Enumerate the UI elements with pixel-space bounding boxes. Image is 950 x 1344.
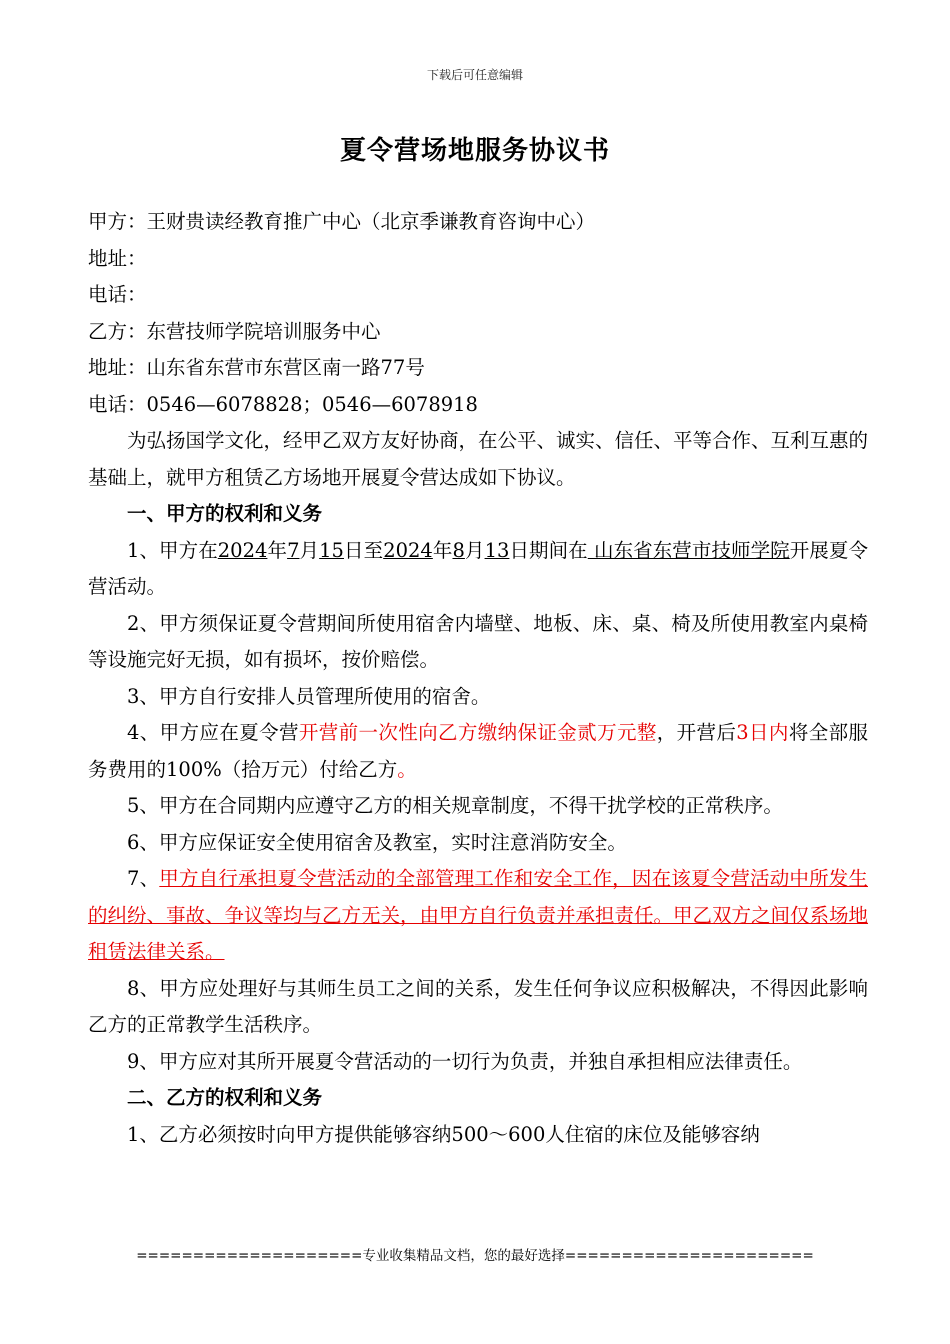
section1-item6: 6、甲方应保证安全使用宿舍及教室，实时注意消防安全。 <box>127 830 627 854</box>
party-b-name: 乙方：东营技师学院培训服务中心 <box>88 319 381 343</box>
item4-days-highlight: 3日内 <box>736 721 789 744</box>
item1-end-day: 13 <box>484 538 510 562</box>
section1-item3: 3、甲方自行安排人员管理所使用的宿舍。 <box>127 684 491 708</box>
item4-deposit-highlight: 开营前一次性向乙方缴纳保证金贰万元整 <box>298 721 657 744</box>
item1-start-year: 2024 <box>217 538 268 562</box>
section1-item8: 8、甲方应处理好与其师生员工之间的关系，发生任何争议应积极解决，不得因此影响乙方的正常教学生活秩序。 <box>88 976 868 1036</box>
section1-item9: 9、甲方应对其所开展夏令营活动的一切行为负责，并独自承担相应法律责任。 <box>127 1049 803 1073</box>
page-header: 下载后可任意编辑 <box>426 68 523 82</box>
party-a-phone: 电话： <box>88 283 147 306</box>
item1-text-8: 开展夏令营活动。 <box>88 538 868 598</box>
item1-text-4: 日至 <box>343 538 384 562</box>
party-a-name: 甲方：王财贵读经教育推广中心（北京季谦教育咨询中心） <box>88 210 596 233</box>
item7-liability-highlight: 甲方自行承担夏令营活动的全部管理工作和安全工作，因在该夏令营活动中所发生的纠纷、事故、争议等均与乙方无关，由甲方自行负责并承担责任。甲乙双方之间仅系场地租赁法律关系。 <box>88 867 869 963</box>
item1-text-7: 日期间在 <box>509 538 588 562</box>
document-body <box>88 204 868 1153</box>
item1-start-month: 7 <box>287 538 300 562</box>
item1-text-3: 月 <box>299 538 320 562</box>
document-title: 夏令营场地服务协议书 <box>339 136 610 166</box>
section1-item2: 2、甲方须保证夏令营期间所使用宿舍内墙壁、地板、床、桌、椅及所使用教室内桌椅等设施完好无损，如有损坏，按价赔偿。 <box>88 611 868 671</box>
item4-text-3: 将全部服务费用的100%（拾万元）付给乙方 <box>88 721 868 781</box>
party-a-address: 地址： <box>88 246 147 270</box>
item1-text-6: 月 <box>464 538 485 562</box>
section1-item1 <box>88 533 868 606</box>
party-b-phone: 电话：0546—6078828；0546—6078918 <box>88 392 478 416</box>
section1-item5: 5、甲方在合同期内应遵守乙方的相关规章制度，不得干扰学校的正常秩序。 <box>127 794 783 817</box>
section1-heading: 一、甲方的权利和义务 <box>127 502 323 525</box>
item1-text-2: 年 <box>267 538 288 562</box>
item4-text-1: 4、甲方应在夏令营 <box>127 721 299 744</box>
item4-period-highlight: 。 <box>397 757 417 781</box>
page-footer: ====================专业收集精品文档，您的最好选择====================== <box>136 1248 814 1264</box>
intro-paragraph: 为弘扬国学文化，经甲乙双方友好协商，在公平、诚实、信任、平等合作、互利互惠的基础上，就甲方租赁乙方场地开展夏令营达成如下协议。 <box>88 429 869 489</box>
section2-heading: 二、乙方的权利和义务 <box>127 1086 323 1109</box>
item4-text-2: ，开营后 <box>656 721 737 744</box>
section1-item7 <box>88 861 868 971</box>
item1-start-day: 15 <box>319 538 344 562</box>
item1-text-1: 1、甲方在 <box>127 538 218 562</box>
item1-place: 山东省东营市技师学院 <box>587 538 790 562</box>
item7-number: 7、 <box>127 867 160 890</box>
item1-end-month: 8 <box>452 538 465 562</box>
section2-item1: 1、乙方必须按时向甲方提供能够容纳500～600人住宿的床位及能够容纳 <box>127 1122 760 1146</box>
item1-end-year: 2024 <box>383 538 433 562</box>
section1-item4 <box>88 715 868 788</box>
party-b-address: 地址：山东省东营市东营区南一路77号 <box>88 356 425 379</box>
item1-text-5: 年 <box>432 538 453 562</box>
